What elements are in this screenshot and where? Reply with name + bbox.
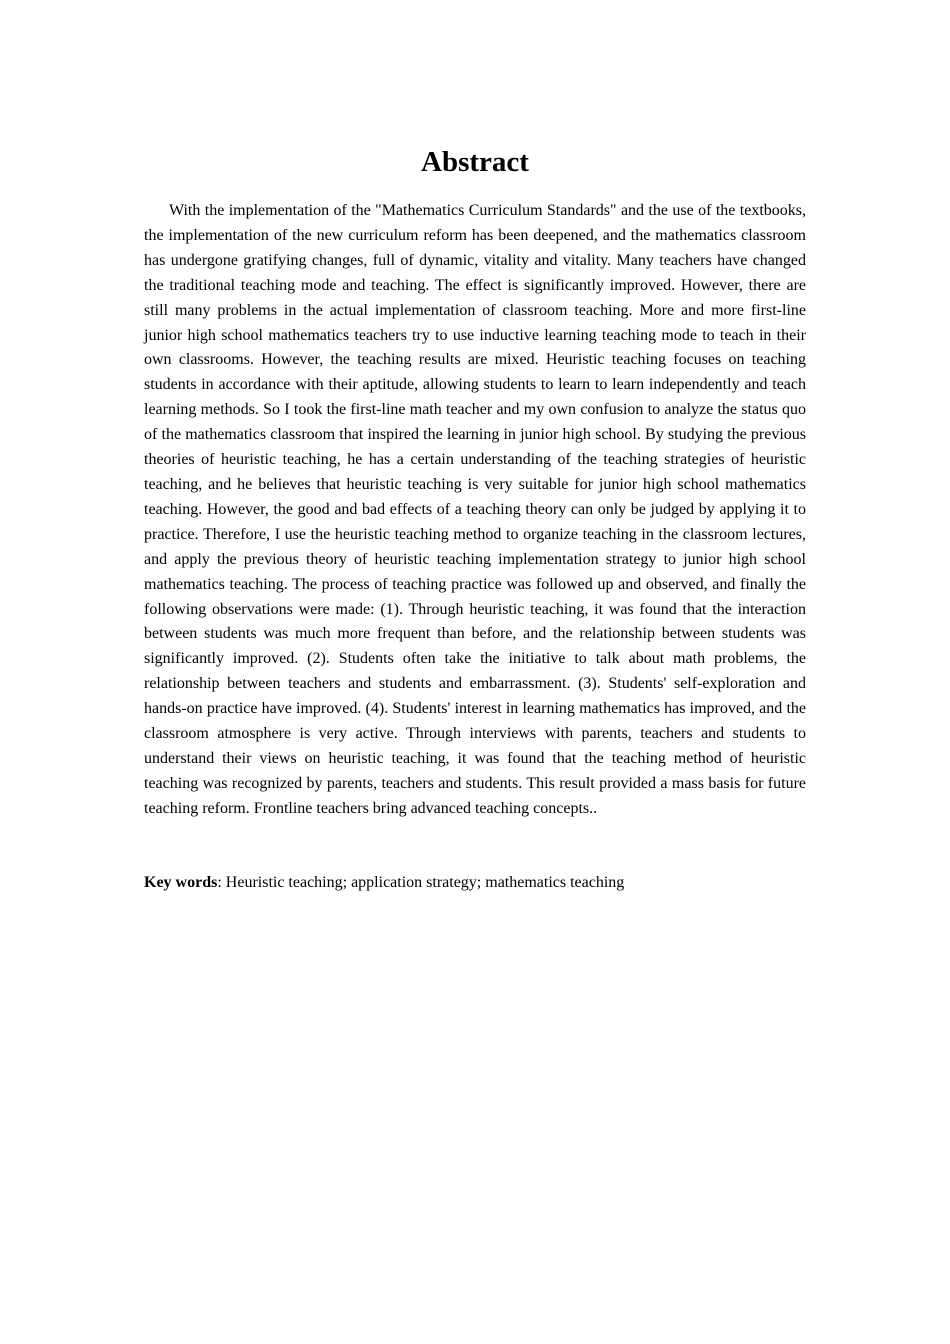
abstract-title: Abstract bbox=[421, 146, 529, 178]
abstract-body bbox=[144, 199, 806, 822]
keywords-separator: : bbox=[217, 874, 226, 891]
keywords-line bbox=[144, 871, 806, 896]
keywords-label: Key words bbox=[144, 874, 218, 891]
abstract-body-text: With the implementation of the "Mathematics Curriculum Standards" and the use of the textbooks, the implementation of the new curriculum reform has been deepened, and the mathematics classroom has undergone gratifying changes, full of dynamic, vitality and vitality. Many teachers have changed the traditional teaching mode and teaching. The effect is significantly improved. However, there are still many problems in the actual implementation of classroom teaching. More and more first-line junior high school mathematics teachers try to use inductive learning teaching mode to teach in their own classrooms. However, the teaching results are mixed. Heuristic teaching focuses on teaching students in accordance with their aptitude, allowing students to learn to learn independently and teach learning methods. So I took the first-line math teacher and my own confusion to analyze the status quo of the mathematics classroom that inspired the learning in junior high school. By studying the previous theories of heuristic teaching, he has a certain understanding of the teaching strategies of heuristic teaching, and he believes that heuristic teaching is very suitable for junior high school mathematics teaching. However, the good and bad effects of a teaching theory can only be judged by applying it to practice. Therefore, I use the heuristic teaching method to organize teaching in the classroom lectures, and apply the previous theory of heuristic teaching implementation strategy to junior high school mathematics teaching. The process of teaching practice was followed up and observed, and finally the following observations were made: (1). Through heuristic teaching, it was found that the interaction between students was much more frequent than before, and the relationship between students was significantly improved. (2). Students often take the initiative to talk about math problems, the relationship between teachers and students and embarrassment. (3). Students' self-exploration and hands-on practice have improved. (4). Students' interest in learning mathematics has improved, and the classroom atmosphere is very active. Through interviews with parents, teachers and students to understand their views on heuristic teaching, it was found that the teaching method of heuristic teaching was recognized by parents, teachers and students. This result provided a mass basis for future teaching reform. Frontline teachers bring advanced teaching concepts.. bbox=[144, 202, 806, 817]
keywords-list: Heuristic teaching; application strategy; mathematics teaching bbox=[225, 874, 625, 891]
